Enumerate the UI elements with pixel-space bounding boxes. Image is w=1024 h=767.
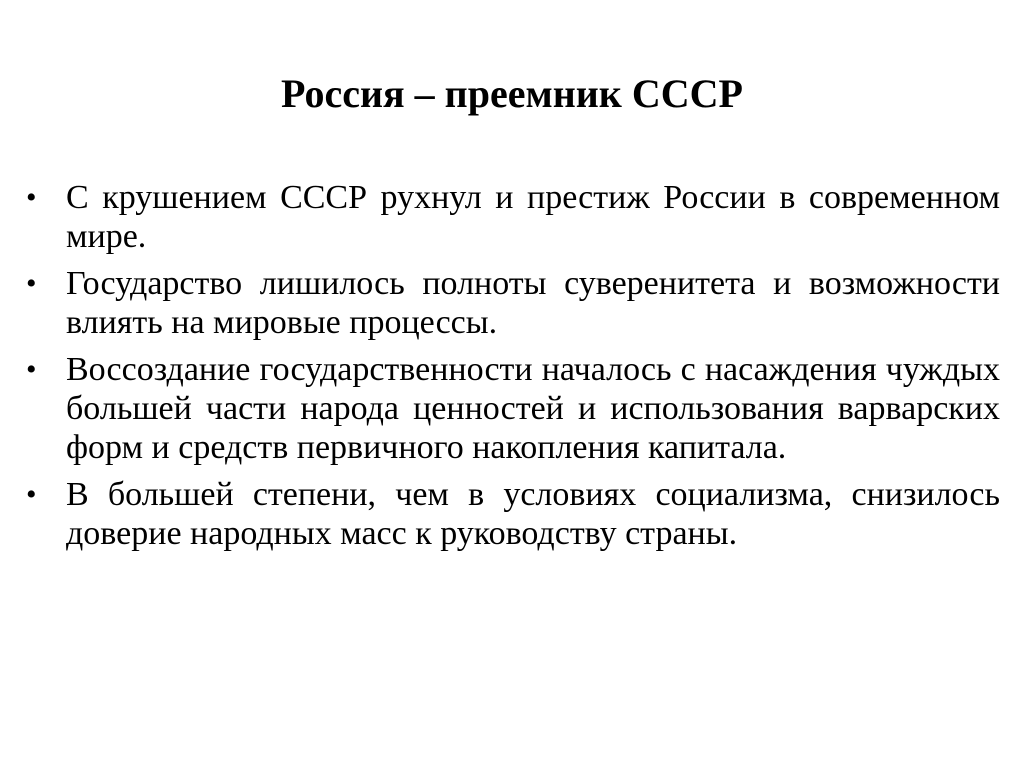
bullet-text: Воссоздание государственности началось с насаждения чуждых большей части народа ценностей и использования варварских форм и средств первичного накопления капитала. — [66, 351, 1000, 466]
bullet-item — [22, 178, 1000, 256]
bullet-text: С крушением СССР рухнул и престиж России в современном мире. — [66, 179, 1000, 255]
bullet-text: В большей степени, чем в условиях социализма, снизилось доверие народных масс к руководству страны. — [66, 476, 1000, 552]
bullet-text: Государство лишилось полноты суверенитета и возможности влиять на мировые процессы. — [66, 265, 1000, 341]
bullet-dot-icon: • — [26, 478, 37, 511]
bullet-dot-icon: • — [26, 181, 37, 214]
bullet-item — [22, 264, 1000, 342]
bullet-item — [22, 350, 1000, 467]
bullet-list — [22, 178, 1000, 561]
bullet-dot-icon: • — [26, 353, 37, 386]
slide-title: Россия – преемник СССР — [281, 71, 743, 116]
bullet-item — [22, 475, 1000, 553]
bullet-dot-icon: • — [26, 267, 37, 300]
